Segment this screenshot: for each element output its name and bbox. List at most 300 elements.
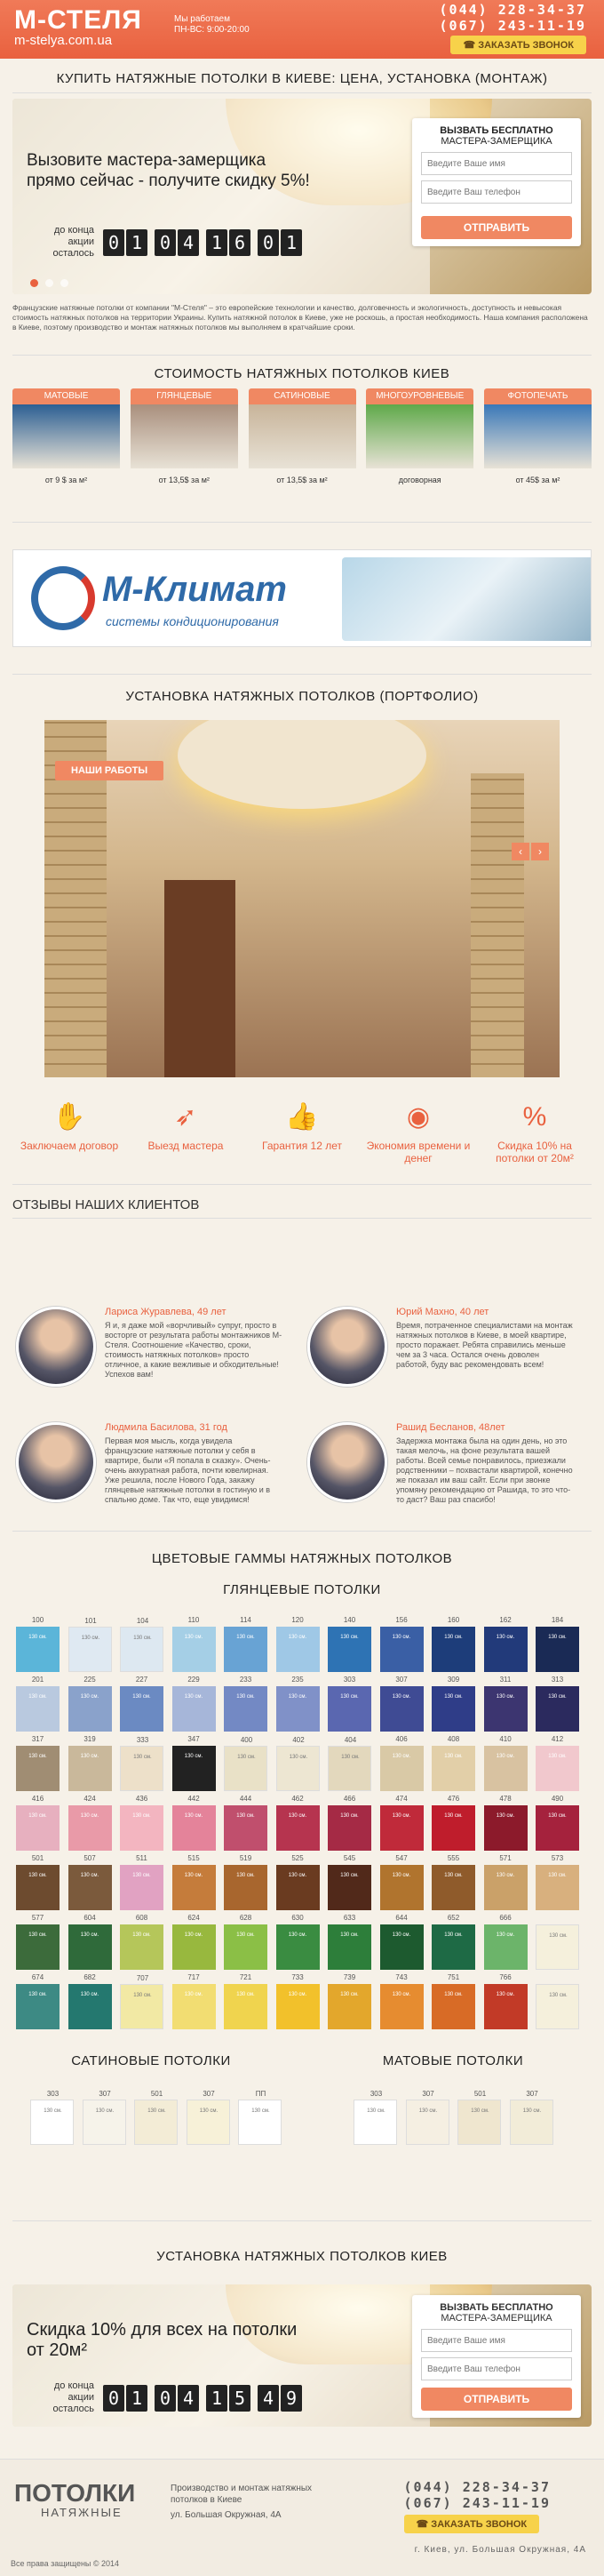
- footer-address: ул. Большая Окружная, 4А: [171, 2510, 282, 2520]
- slider-dot[interactable]: [45, 279, 53, 287]
- color-swatch[interactable]: [536, 1795, 579, 1851]
- color-swatch[interactable]: [30, 2090, 74, 2145]
- swatch-note: 130 см.: [522, 2108, 542, 2114]
- color-swatch[interactable]: [380, 1914, 424, 1970]
- rocket-icon: ➶: [174, 1102, 197, 1132]
- swatch-note: 130 см.: [184, 1992, 203, 1997]
- color-swatch[interactable]: [16, 1973, 60, 2029]
- swatch-note: 130 см.: [236, 1635, 255, 1640]
- swatch-code: 416: [31, 1795, 44, 1803]
- color-swatch[interactable]: [68, 1676, 112, 1732]
- color-swatch[interactable]: [120, 1974, 163, 2029]
- pricing-name: ФОТОПЕЧАТЬ: [484, 388, 592, 404]
- swatch-note: 130 см.: [548, 1813, 567, 1819]
- timer-digit: 0: [103, 2385, 124, 2412]
- pricing-image: [12, 404, 120, 468]
- swatch-note: 130 см.: [288, 1694, 307, 1700]
- swatch-note: 130 см.: [199, 2108, 219, 2114]
- color-swatch[interactable]: [276, 1914, 320, 1970]
- color-swatch[interactable]: [484, 1676, 528, 1732]
- color-swatch[interactable]: [328, 1795, 371, 1851]
- swatch-code: 733: [291, 1973, 304, 1981]
- color-swatch[interactable]: [510, 2090, 553, 2145]
- swatch-note: 130 см.: [444, 1813, 463, 1819]
- color-swatch[interactable]: [224, 1795, 267, 1851]
- color-swatch[interactable]: [224, 1973, 267, 2029]
- advantages: [16, 1099, 588, 1164]
- swatch-code: 547: [395, 1854, 408, 1862]
- pricing-image: [131, 404, 238, 468]
- color-swatch[interactable]: [276, 1854, 320, 1910]
- color-swatch[interactable]: [276, 1736, 320, 1791]
- banner-photo: [342, 557, 592, 641]
- color-swatch[interactable]: [484, 1854, 528, 1910]
- swatch-code: 233: [239, 1676, 252, 1684]
- swatch-code: 201: [31, 1676, 44, 1684]
- footer-callback-button[interactable]: [404, 2515, 540, 2533]
- stone-wall: [471, 773, 524, 1077]
- phone-icon: ☎: [463, 40, 479, 51]
- swatch-note: 130 см.: [132, 1932, 151, 1938]
- review-text: Задержка монтажа была на один день, но это такая мелочь, на фоне результата вашей работы. Всей семье понравилось, приезжали родственники – похвастали квартирой, конечно же показал им ваш сайт. Если при звонке упомяну рекомендацию от Рашида, то это что-то даст? Ваш раз спасибо!: [396, 1436, 573, 1504]
- color-swatch[interactable]: [16, 1914, 60, 1970]
- swatch-code: 410: [499, 1735, 512, 1743]
- phone-icon: ☎: [416, 2519, 432, 2530]
- page-title: КУПИТЬ НАТЯЖНЫЕ ПОТОЛКИ В КИЕВЕ: ЦЕНА, УСТАНОВКА (МОНТАЖ): [56, 71, 548, 86]
- color-swatch[interactable]: [380, 1735, 424, 1791]
- color-swatch[interactable]: [276, 1676, 320, 1732]
- color-swatch[interactable]: [276, 1616, 320, 1672]
- swatch-code: 624: [187, 1914, 200, 1922]
- m-klimat-banner[interactable]: [12, 549, 592, 647]
- swatch-note: 130 см.: [95, 2108, 115, 2114]
- color-swatch[interactable]: [354, 2090, 397, 2145]
- footer-callback-label: ЗАКАЗАТЬ ЗВОНОК: [431, 2519, 528, 2530]
- phone-input[interactable]: [421, 180, 572, 204]
- pricing-card[interactable]: [131, 388, 238, 484]
- pricing-name: ГЛЯНЦЕВЫЕ: [131, 388, 238, 404]
- swatch-note: 130 см.: [496, 1813, 515, 1819]
- swatch-note: 130 см.: [28, 1873, 47, 1878]
- slider-dot[interactable]: [60, 279, 68, 287]
- swatch-note: 130 см.: [444, 1932, 463, 1938]
- swatch-note: 130 см.: [548, 1873, 567, 1878]
- promo-submit-button[interactable]: ОТПРАВИТЬ: [421, 2388, 572, 2411]
- swatch-code: 436: [135, 1795, 148, 1803]
- submit-button[interactable]: ОТПРАВИТЬ: [421, 216, 572, 239]
- footer-desc: Производство и монтаж натяжных потолков в Киеве: [171, 2484, 313, 2505]
- swatch-note: 130 см.: [236, 1694, 255, 1700]
- timer-digit: 9: [281, 2385, 302, 2412]
- slider-dot[interactable]: [30, 279, 38, 287]
- color-swatch[interactable]: [172, 1795, 216, 1851]
- pricing-card[interactable]: [366, 388, 473, 484]
- swatch-note: 130 см.: [288, 1932, 307, 1938]
- timer-digit: 0: [155, 2385, 176, 2412]
- swatch-code: 545: [343, 1854, 356, 1862]
- hours-value: ПН-ВС: 9:00-20:00: [174, 25, 250, 35]
- swatch-note: 130 см.: [236, 1992, 255, 1997]
- color-swatch[interactable]: [224, 1854, 267, 1910]
- color-swatch[interactable]: [406, 2090, 449, 2145]
- logo[interactable]: [14, 7, 142, 48]
- swatch-code: 507: [83, 1854, 96, 1862]
- promo-name-input[interactable]: [421, 2329, 572, 2352]
- swatch-note: 130 см.: [184, 1873, 203, 1878]
- color-swatch[interactable]: [68, 1854, 112, 1910]
- color-swatch[interactable]: [536, 1616, 579, 1672]
- color-swatch[interactable]: [120, 1617, 163, 1672]
- swatch-code: 402: [292, 1736, 305, 1744]
- swatch-note: 130 см.: [548, 1635, 567, 1640]
- m-klimat-logo-icon: [31, 566, 95, 630]
- swatch-code: 442: [187, 1795, 200, 1803]
- swatch-code: 519: [239, 1854, 252, 1862]
- swatch-note: 130 см.: [44, 2108, 62, 2114]
- swatch-code: 604: [83, 1914, 96, 1922]
- color-swatch[interactable]: [224, 1914, 267, 1970]
- color-swatch[interactable]: [68, 1795, 112, 1851]
- swatch-note: 130 см.: [184, 1932, 203, 1938]
- swatch-code: 309: [447, 1676, 460, 1684]
- swatch-code: 633: [343, 1914, 356, 1922]
- swatch-code: 571: [499, 1854, 512, 1862]
- pricing-image: [366, 404, 473, 468]
- thumbs-up-icon: 👍: [285, 1102, 319, 1132]
- form-title: ВЫЗВАТЬ БЕСПЛАТНО: [440, 125, 553, 136]
- pricing-card[interactable]: [249, 388, 356, 484]
- color-swatch[interactable]: [380, 1795, 424, 1851]
- color-swatch[interactable]: [432, 1854, 475, 1910]
- color-swatch[interactable]: [16, 1854, 60, 1910]
- color-swatch[interactable]: [16, 1676, 60, 1732]
- promo-timer-label: до конца акции осталось: [52, 2380, 94, 2414]
- pricing-price: от 13,5$ за м²: [276, 476, 328, 484]
- color-swatch[interactable]: [536, 1924, 579, 1970]
- review-card: [307, 1422, 574, 1520]
- color-swatch[interactable]: [68, 1914, 112, 1970]
- color-swatch[interactable]: [328, 1736, 371, 1791]
- swatch-code: 412: [551, 1735, 564, 1743]
- swatch-code: 307: [395, 1676, 408, 1684]
- color-swatch[interactable]: [432, 1735, 475, 1791]
- promo-phone-input[interactable]: [421, 2357, 572, 2380]
- divider: [12, 674, 592, 675]
- swatch-note: 130 см.: [132, 1813, 151, 1819]
- logo-site: m-stelya.com.ua: [14, 33, 113, 48]
- avatar: [307, 1422, 387, 1502]
- portfolio-ribbon: НАШИ РАБОТЫ: [55, 761, 163, 780]
- color-swatch[interactable]: [484, 1973, 528, 2029]
- swatch-code: 333: [136, 1736, 149, 1744]
- callback-button[interactable]: [450, 36, 586, 54]
- swatch-code: 184: [551, 1616, 564, 1624]
- color-swatch[interactable]: [172, 1914, 216, 1970]
- pricing-image: [484, 404, 592, 468]
- footer-phone-1[interactable]: (044) 228-34-37: [403, 2479, 551, 2495]
- pricing-image: [249, 404, 356, 468]
- color-swatch[interactable]: [432, 1795, 475, 1851]
- color-swatch[interactable]: [120, 1736, 163, 1791]
- color-swatch[interactable]: [172, 1735, 216, 1791]
- swatch-code: 743: [395, 1973, 408, 1981]
- advantage-item: [249, 1099, 355, 1164]
- swatch-note: 130 см.: [288, 1873, 307, 1878]
- swatch-code: 307: [203, 2090, 215, 2098]
- portfolio-title: УСТАНОВКА НАТЯЖНЫХ ПОТОЛКОВ (ПОРТФОЛИО): [125, 689, 479, 704]
- avatar: [307, 1307, 387, 1387]
- color-swatch[interactable]: [187, 2090, 230, 2145]
- color-swatch[interactable]: [328, 1616, 371, 1672]
- color-swatch[interactable]: [432, 1676, 475, 1732]
- chevron-left-icon[interactable]: ‹: [512, 843, 529, 860]
- divider: [12, 1184, 592, 1185]
- color-swatch[interactable]: [432, 1973, 475, 2029]
- review-author: Рашид Бесланов, 48лет: [396, 1422, 505, 1433]
- color-swatch[interactable]: [172, 1973, 216, 2029]
- color-swatch[interactable]: [328, 1676, 371, 1732]
- swatch-note: 130 см.: [289, 1755, 308, 1760]
- pricing-name: МНОГОУРОВНЕВЫЕ: [366, 388, 473, 404]
- reviews-title: ОТЗЫВЫ НАШИХ КЛИЕНТОВ: [12, 1197, 200, 1212]
- color-swatch[interactable]: [328, 1914, 371, 1970]
- color-swatch[interactable]: [536, 1676, 579, 1732]
- color-swatch[interactable]: [172, 1616, 216, 1672]
- color-swatch[interactable]: [16, 1735, 60, 1791]
- color-swatch[interactable]: [68, 1735, 112, 1791]
- pricing-title: СТОИМОСТЬ НАТЯЖНЫХ ПОТОЛКОВ КИЕВ: [154, 366, 450, 381]
- footer-description: [171, 2483, 322, 2521]
- swatch-note: 130 см.: [471, 2108, 489, 2114]
- swatch-code: 476: [447, 1795, 460, 1803]
- color-swatch[interactable]: [484, 1795, 528, 1851]
- color-swatch[interactable]: [120, 1795, 163, 1851]
- color-swatch[interactable]: [536, 1854, 579, 1910]
- timer-digit: 5: [229, 2385, 250, 2412]
- swatch-note: 130 см.: [288, 1992, 307, 1997]
- swatch-code: ПП: [255, 2090, 266, 2098]
- swatch-note: 130 см.: [340, 1635, 359, 1640]
- color-swatch[interactable]: [328, 1854, 371, 1910]
- swatch-note: 130 см.: [340, 1992, 359, 1997]
- divider: [12, 1531, 592, 1532]
- color-swatch[interactable]: [134, 2090, 178, 2145]
- swatch-code: 717: [187, 1973, 200, 1981]
- color-swatch[interactable]: [432, 1914, 475, 1970]
- footer-phone-2[interactable]: (067) 243-11-19: [403, 2495, 551, 2511]
- color-swatch[interactable]: [120, 1676, 163, 1732]
- review-author: Людмила Басилова, 31 год: [105, 1422, 227, 1433]
- door: [164, 880, 235, 1077]
- swatch-note: 130 см.: [28, 1992, 47, 1997]
- color-swatch[interactable]: [224, 1676, 267, 1732]
- swatch-code: 652: [447, 1914, 460, 1922]
- swatch-note: 130 см.: [367, 2108, 385, 2114]
- swatch-code: 490: [551, 1795, 564, 1803]
- swatch-note: 130 см.: [548, 1754, 567, 1759]
- swatch-code: 313: [551, 1676, 564, 1684]
- color-swatch[interactable]: [172, 1676, 216, 1732]
- swatch-code: 104: [136, 1617, 149, 1625]
- color-swatch[interactable]: [536, 1735, 579, 1791]
- promo-form-title: ВЫЗВАТЬ БЕСПЛАТНО: [440, 2302, 553, 2313]
- timer-digit: 1: [126, 2385, 147, 2412]
- swatch-code: 478: [499, 1795, 512, 1803]
- divider: [12, 1218, 592, 1219]
- color-swatch[interactable]: [276, 1795, 320, 1851]
- color-swatch[interactable]: [68, 1617, 112, 1672]
- name-input[interactable]: [421, 152, 572, 175]
- review-text: Я и, я даже мой «ворчливый» супруг, просто в восторге от результата работы монтажников М-Стеля. Соотношение «Качество, сроки, стоимость натяжных потолков» просто отличное, а какие вежливые и обходительные! Успехов вам!: [105, 1321, 282, 1379]
- phone-2[interactable]: (067) 243-11-19: [439, 18, 586, 34]
- swatch-code: 156: [395, 1616, 408, 1624]
- color-swatch[interactable]: [16, 1616, 60, 1672]
- swatch-note: 130 см.: [28, 1635, 47, 1640]
- color-swatch[interactable]: [172, 1854, 216, 1910]
- pricing-name: МАТОВЫЕ: [12, 388, 120, 404]
- swatch-code: 644: [395, 1914, 408, 1922]
- color-swatch[interactable]: [432, 1616, 475, 1672]
- swatch-note: 130 см.: [392, 1992, 411, 1997]
- color-swatch[interactable]: [484, 1735, 528, 1791]
- swatch-note: 130 см.: [80, 1754, 99, 1759]
- phone-1[interactable]: (044) 228-34-37: [439, 2, 586, 18]
- swatch-code: 501: [150, 2090, 163, 2098]
- logo-title: М-СТЕЛЯ: [14, 5, 142, 35]
- divider: [12, 355, 592, 356]
- swatch-code: 400: [240, 1736, 253, 1744]
- swatch-note: 130 см.: [444, 1694, 463, 1700]
- color-swatch[interactable]: [238, 2090, 282, 2145]
- swatch-code: 577: [31, 1914, 44, 1922]
- footer-logo[interactable]: [14, 2481, 135, 2519]
- timer-digit: 1: [206, 229, 227, 256]
- color-swatch[interactable]: [120, 1854, 163, 1910]
- timer-digit: 4: [178, 229, 199, 256]
- portfolio-ceiling-light: [178, 720, 426, 809]
- swatch-code: 303: [343, 1676, 356, 1684]
- swatch-note: 130 см.: [132, 1694, 151, 1700]
- color-swatch[interactable]: [484, 1914, 528, 1970]
- swatch-note: 130 см.: [340, 1932, 359, 1938]
- color-swatch[interactable]: [276, 1973, 320, 2029]
- pricing-list: [12, 388, 592, 484]
- swatch-code: 110: [187, 1616, 200, 1624]
- swatch-code: 707: [136, 1974, 149, 1982]
- slider-arrows: [510, 843, 549, 860]
- swatch-code: 630: [291, 1914, 304, 1922]
- color-swatch[interactable]: [457, 2090, 501, 2145]
- color-swatch[interactable]: [16, 1795, 60, 1851]
- swatch-code: 666: [499, 1914, 512, 1922]
- promo-headline: Скидка 10% для всех на потолки от 20м²: [27, 2320, 298, 2360]
- swatch-note: 130 см.: [80, 1694, 99, 1700]
- swatch-note: 130 см.: [28, 1754, 47, 1759]
- swatch-code: 404: [344, 1736, 357, 1744]
- chevron-right-icon[interactable]: ›: [531, 843, 549, 860]
- color-swatch[interactable]: [328, 1973, 371, 2029]
- color-swatch[interactable]: [224, 1736, 267, 1791]
- swatch-code: 229: [187, 1676, 200, 1684]
- swatch-note: 130 см.: [251, 2108, 270, 2114]
- swatch-code: 573: [551, 1854, 564, 1862]
- promo-timer: [27, 2380, 304, 2415]
- banner-subtitle: системы кондиционирования: [106, 614, 279, 628]
- color-swatch[interactable]: [380, 1616, 424, 1672]
- swatch-note: 130 см.: [184, 1694, 203, 1700]
- swatch-code: 225: [83, 1676, 96, 1684]
- swatch-note: 130 см.: [147, 2108, 166, 2114]
- divider: [12, 92, 592, 93]
- hero-overlay: [12, 99, 430, 294]
- swatch-note: 130 см.: [184, 1813, 203, 1819]
- advantage-item: [16, 1099, 123, 1164]
- review-author: Лариса Журавлева, 49 лет: [105, 1307, 226, 1317]
- swatch-note: 130 см.: [392, 1635, 411, 1640]
- swatch-note: 130 см.: [548, 1694, 567, 1700]
- swatch-code: 408: [447, 1735, 460, 1743]
- footer: [0, 2459, 604, 2576]
- swatch-code: 307: [422, 2090, 434, 2098]
- color-swatch[interactable]: [68, 1973, 112, 2029]
- swatch-code: 227: [135, 1676, 148, 1684]
- pricing-card[interactable]: [12, 388, 120, 484]
- banner-title: М-Климат: [102, 570, 287, 609]
- swatch-note: 130 см.: [549, 1933, 568, 1939]
- footer-address-full: г. Киев, ул. Большая Окружная, 4А: [414, 2545, 586, 2555]
- color-swatch[interactable]: [536, 1984, 579, 2029]
- swatch-note: 130 см.: [392, 1813, 411, 1819]
- countdown-timer: [27, 225, 304, 260]
- swatch-note: 130 см.: [80, 1932, 99, 1938]
- swatch-code: 101: [84, 1617, 97, 1625]
- swatch-code: 766: [499, 1973, 512, 1981]
- pricing-card[interactable]: [484, 388, 592, 484]
- swatch-note: 130 см.: [392, 1873, 411, 1878]
- advantage-label: Скидка 10% на потолки от 20м²: [496, 1140, 574, 1164]
- color-swatch[interactable]: [380, 1854, 424, 1910]
- pricing-name: САТИНОВЫЕ: [249, 388, 356, 404]
- footer-contacts: [404, 2479, 551, 2533]
- swatch-code: 303: [46, 2090, 60, 2098]
- timer-digit: 4: [178, 2385, 199, 2412]
- swatch-code: 739: [343, 1973, 356, 1981]
- color-swatch[interactable]: [484, 1616, 528, 1672]
- swatch-note: 130 см.: [444, 1754, 463, 1759]
- header: [0, 0, 604, 59]
- swatch-note: 130 см.: [340, 1813, 359, 1819]
- swatch-note: 130 см.: [132, 1873, 151, 1878]
- pricing-price: от 45$ за м²: [515, 476, 560, 484]
- swatch-code: 160: [447, 1616, 460, 1624]
- advantage-label: Заключаем договор: [20, 1140, 119, 1152]
- color-swatch[interactable]: [120, 1914, 163, 1970]
- review-text: Время, потраченное специалистами на монтаж натяжных потолков в Киеве, в моей квартире, просто поражает. Ребята справились меньше чем за 3 часа. Остался очень доволен работой, буду вас рекомендовать всем!: [396, 1321, 573, 1369]
- color-swatch[interactable]: [224, 1616, 267, 1672]
- swatch-code: 114: [240, 1616, 251, 1624]
- color-swatch[interactable]: [380, 1973, 424, 2029]
- swatch-note: 130 см.: [549, 1993, 568, 1998]
- review-card: [16, 1307, 282, 1404]
- color-swatch[interactable]: [83, 2090, 126, 2145]
- swatch-note: 130 см.: [236, 1813, 255, 1819]
- footer-logo-title: ПОТОЛКИ: [14, 2479, 136, 2507]
- matte-title: МАТОВЫЕ ПОТОЛКИ: [382, 2053, 524, 2068]
- swatch-note: 130 см.: [288, 1813, 307, 1819]
- swatch-code: 462: [291, 1795, 304, 1803]
- swatch-code: 444: [239, 1795, 252, 1803]
- color-swatch[interactable]: [380, 1676, 424, 1732]
